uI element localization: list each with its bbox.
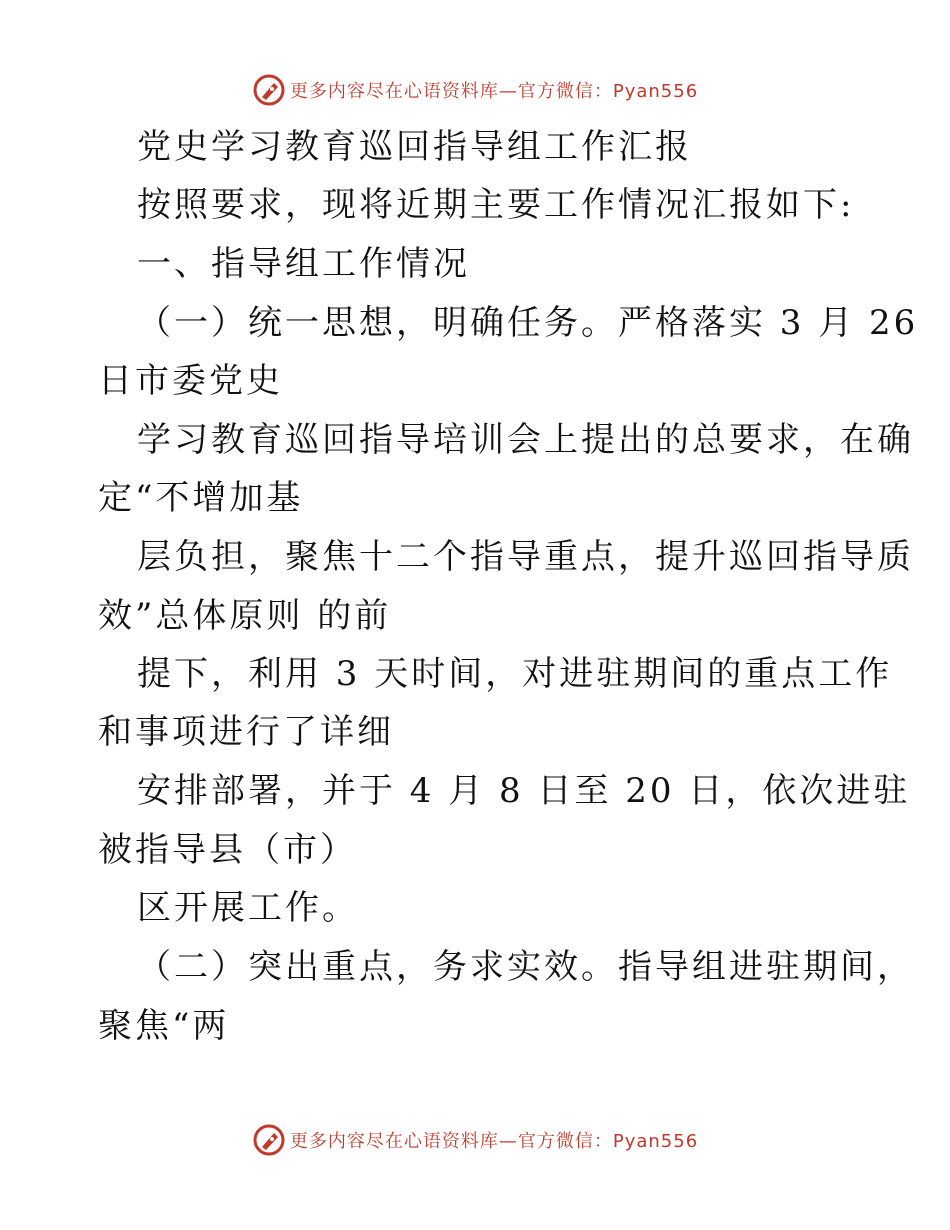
doc-paragraph-line: （二）突出重点，务求实效。指导组进驻期间，	[137, 947, 914, 987]
doc-paragraph-line: 层负担，聚焦十二个指导重点，提升巡回指导质	[137, 537, 914, 577]
doc-paragraph-line: 学习教育巡回指导培训会上提出的总要求，在确	[137, 420, 914, 460]
section-heading: 一、指导组工作情况	[137, 244, 470, 284]
pen-nib-logo-icon	[252, 1123, 286, 1157]
pen-nib-logo-icon	[252, 73, 286, 107]
footer-watermark	[0, 1120, 950, 1160]
doc-paragraph-line: 安排部署，并于 4 月 8 日至 20 日，依次进驻	[137, 771, 911, 811]
doc-paragraph-line: 聚焦“两	[98, 1006, 230, 1046]
doc-paragraph-line: 被指导县（市）	[98, 830, 357, 870]
doc-paragraph-line: 效”总体原则 的前	[98, 596, 392, 636]
doc-paragraph-line: 按照要求，现将近期主要工作情况汇报如下:	[137, 185, 855, 225]
watermark-text: 更多内容尽在心语资料库—官方微信：Pyan556	[289, 81, 699, 102]
doc-paragraph-line: 日市委党史	[98, 361, 283, 401]
doc-title: 党史学习教育巡回指导组工作汇报	[137, 127, 692, 167]
header-watermark	[0, 70, 950, 110]
doc-paragraph-line: （一）统一思想，明确任务。严格落实 3 月 26	[137, 303, 919, 343]
doc-paragraph-line: 提下，利用 3 天时间，对进驻期间的重点工作	[137, 654, 893, 694]
doc-paragraph-line: 定“不增加基	[98, 478, 304, 518]
doc-paragraph-line: 区开展工作。	[137, 888, 359, 928]
doc-paragraph-line: 和事项进行了详细	[98, 712, 394, 752]
watermark-text: 更多内容尽在心语资料库—官方微信：Pyan556	[289, 1131, 699, 1152]
